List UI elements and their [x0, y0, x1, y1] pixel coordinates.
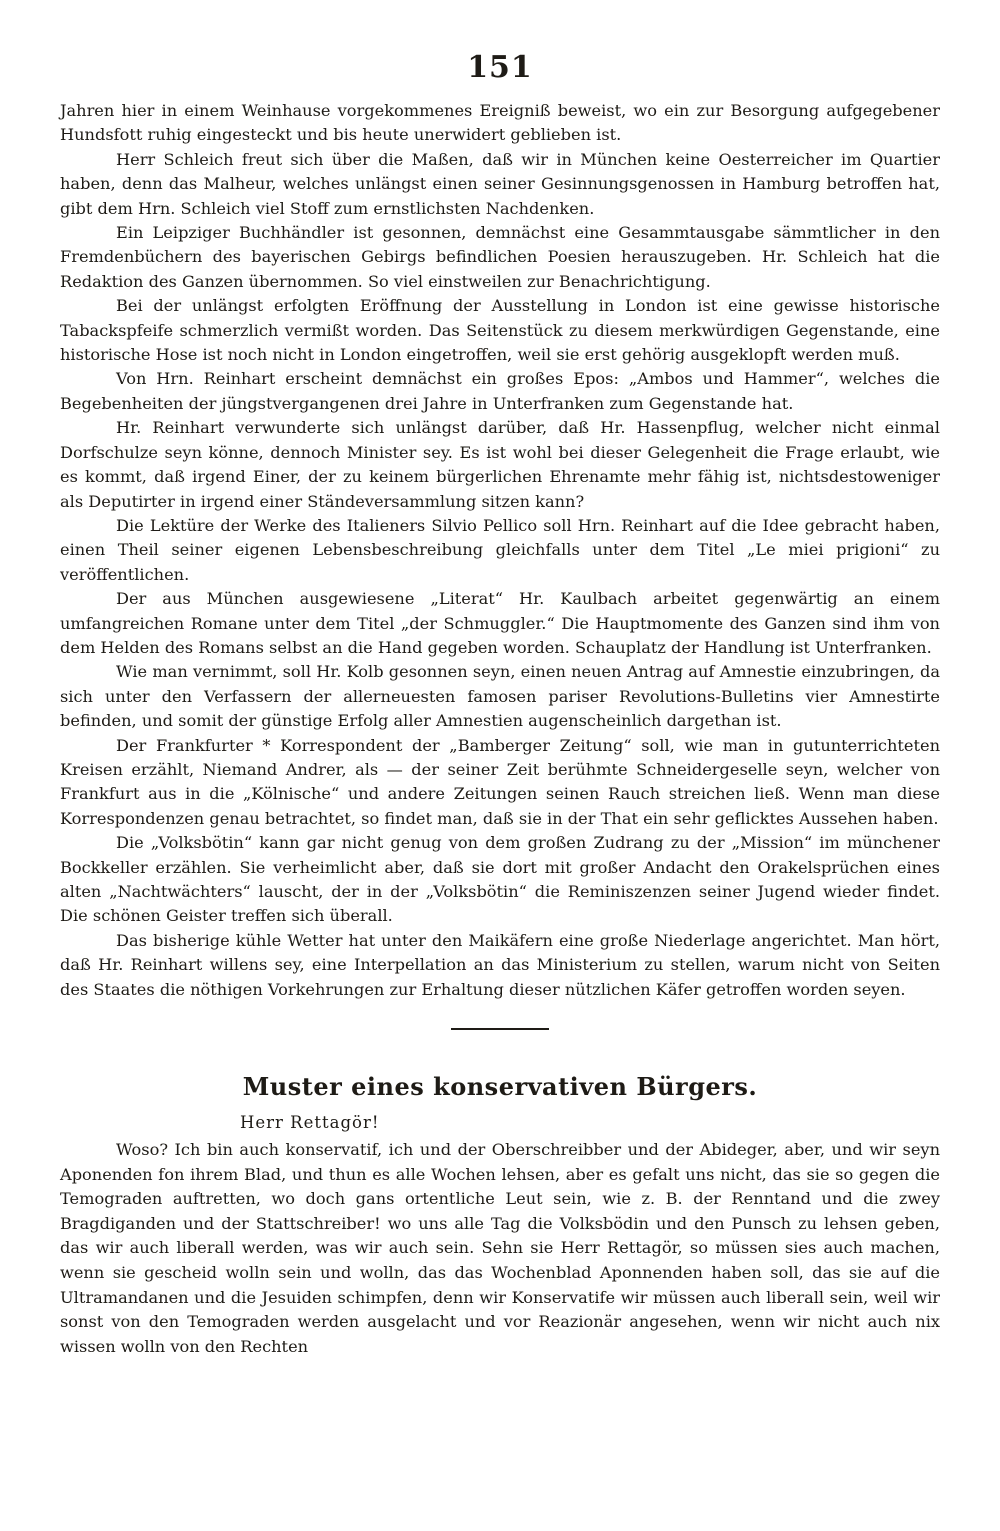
page-number: 151 [467, 50, 533, 85]
newspaper-page [60, 50, 940, 1359]
paragraph: Bei der unlängst erfolgten Eröffnung der Ausstellung in London ist eine gewisse historische Tabackspfeife schmerzlich vermißt worden. Das Seitenstück zu diesem merkwürdigen Gegenstande, eine historische Hose ist noch nicht in London eingetroffen, weil sie erst gehörig ausgeklopft werden muß. [60, 296, 940, 365]
paragraph: Das bisherige kühle Wetter hat unter den Maikäfern eine große Niederlage angerichtet. Man hört, daß Hr. Reinhart willens sey, eine Interpellation an das Ministerium zu stellen, warum nicht von Seiten des Staates die nöthigen Vorkehrungen zur Erhaltung dieser nützlichen Käfer getroffen worden seyen. [60, 930, 940, 999]
paragraph: Ein Leipziger Buchhändler ist gesonnen, demnächst eine Gesammtausgabe sämmtlicher in den Fremdenbüchern des bayerischen Gebirgs befindlichen Poesien herauszugeben. Hr. Schleich hat die Redaktion des Ganzen übernommen. So viel einstweilen zur Benachrichtigung. [60, 223, 940, 291]
paragraph: Jahren hier in einem Weinhause vorgekommenes Ereigniß beweist, wo ein zur Besorgung aufgegebener Hundsfott ruhig eingesteckt und bis heute unerwidert geblieben ist. [60, 101, 940, 145]
paragraph: Hr. Reinhart verwunderte sich unlängst darüber, daß Hr. Hassenpflug, welcher nicht einmal Dorfschulze seyn könne, dennoch Minister sey. Es ist wohl bei dieser Gelegenheit die Frage erlaubt, wie es kommt, daß irgend Einer, der zu keinem bürgerlichen Ehrenamte mehr fähig ist, nichtsdestoweniger als Deputirter in irgend einer Ständeversammlung sitzen kann? [60, 418, 940, 511]
paragraph: Der Frankfurter * Korrespondent der „Bamberger Zeitung“ soll, wie man in gutunterrichteten Kreisen erzählt, Niemand Andrer, als — der seiner Zeit berühmte Schneidergeselle seyn, welcher von Frankfurt aus in die „Kölnische“ und andere Zeitungen seinen Rauch streichen ließ. Wenn man diese Korrespondenzen genau betrachtet, so findet man, daß sie in der That ein sehr geflicktes Aussehen haben. [60, 735, 940, 828]
letter-paragraph: Woso? Ich bin auch konservatif, ich und der Oberschreibber und der Abideger, aber, und wir seyn Aponenden fon ihrem Blad, und thun es alle Wochen lehsen, aber es gefalt uns nicht, das sie so gegen die Temograden auftretten, wo doch gans ortentliche Leut sein, wie z. B. der Renntand und die zwey Bragdiganden und der Stattschreiber! wo uns alle Tag die Volksbödin und den Punsch zu lehsen geben, das wir auch liberall werden, was wir auch sein. Sehn sie Herr Rettagör, so müssen sies auch machen, wenn sie gescheid wolln sein und wolln, das das Wochenblad Aponnenden haben soll, das sie auf die Ultramandanen und die Jesuiden schimpfen, denn wir Konservatife wir müssen auch liberall sein, weil wir sonst von den Temograden werden ausgelacht und vor Reazionär angesehen, wenn wir nicht auch nix wissen wolln von den Rechten [60, 1140, 940, 1356]
paragraph: Wie man vernimmt, soll Hr. Kolb gesonnen seyn, einen neuen Antrag auf Amnestie einzubringen, da sich unter den Verfassern der allerneuesten famosen pariser Revolutions-Bulletins vier Amnestirte befinden, und somit der günstige Erfolg aller Amnestien augenscheinlich dargethan ist. [60, 662, 940, 731]
paragraph: Von Hrn. Reinhart erscheint demnächst ein großes Epos: „Ambos und Hammer“, welches die Begebenheiten der jüngstvergangenen drei Jahre in Unterfranken zum Gegenstande hat. [60, 369, 940, 413]
paragraph: Herr Schleich freut sich über die Maßen, daß wir in München keine Oesterreicher im Quartier haben, denn das Malheur, welches unlängst einen seiner Gesinnungsgenossen in Hamburg betroffen hat, gibt dem Hrn. Schleich viel Stoff zum ernstlichsten Nachdenken. [60, 149, 940, 218]
paragraph: Die Lektüre der Werke des Italieners Silvio Pellico soll Hrn. Reinhart auf die Idee gebracht haben, einen Theil seiner eigenen Lebensbeschreibung gleichfalls unter dem Titel „Le miei prigioni“ zu veröffentlichen. [60, 515, 940, 584]
article-heading: Muster eines konservativen Bürgers. [242, 1072, 758, 1102]
paragraph: Die „Volksbötin“ kann gar nicht genug von dem großen Zudrang zu der „Mission“ im münchener Bockkeller erzählen. Sie verheimlicht aber, daß sie dort mit großer Andacht den Orakelsprüchen eines alten „Nachtwächters“ lauscht, der in der „Volksbötin“ die Reminiszenzen seiner Jugend wieder findet. Die schönen Geister treffen sich überall. [60, 833, 940, 926]
section-divider [451, 1028, 549, 1030]
letter-salutation: Herr Rettagör! [240, 1113, 380, 1133]
news-items [60, 99, 940, 1002]
paragraph: Der aus München ausgewiesene „Literat“ Hr. Kaulbach arbeitet gegenwärtig an einem umfangreichen Romane unter dem Titel „der Schmuggler.“ Die Hauptmomente des Ganzen sind ihm von dem Helden des Romans selbst an die Hand gegeben worden. Schauplatz der Handlung ist Unterfranken. [60, 589, 940, 657]
